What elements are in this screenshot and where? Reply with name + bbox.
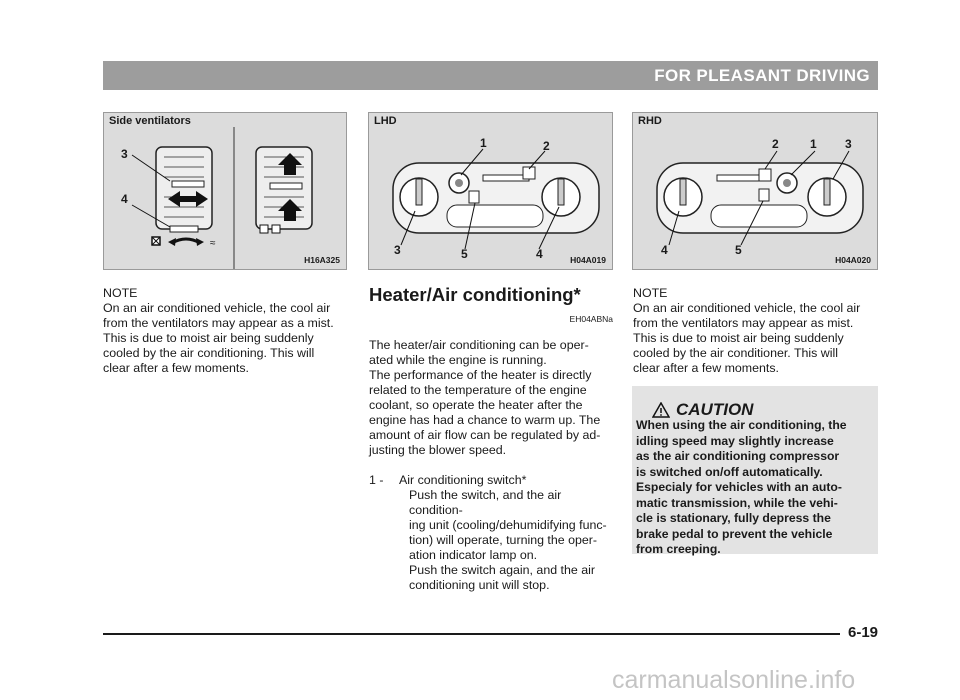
item-body <box>399 473 615 593</box>
note-line: cooled by the air conditioner. This will <box>633 346 839 360</box>
section-code: EH04ABNa <box>569 314 613 324</box>
list-item <box>369 473 615 593</box>
figure-code: H16A325 <box>304 255 340 265</box>
body-line: engine has had a chance to warm up. The <box>369 413 601 427</box>
note-line: clear after a few moments. <box>103 361 249 375</box>
figure-code: H04A020 <box>835 255 871 265</box>
callout-2: 2 <box>772 137 779 151</box>
caution-title: CAUTION <box>676 400 754 419</box>
callout-4: 4 <box>661 243 668 257</box>
note-line: from the ventilators may appear as a mist. <box>103 316 334 330</box>
middle-body <box>369 338 615 593</box>
caution-line: idling speed may slightly increase <box>636 433 834 448</box>
figure-code: H04A019 <box>570 255 606 265</box>
note-line: This is due to moist air being suddenly <box>633 331 844 345</box>
callout-3: 3 <box>121 147 128 161</box>
caution-box <box>632 386 878 554</box>
callout-5: 5 <box>461 247 468 261</box>
figure-rhd-panel <box>632 112 878 270</box>
body-line: The performance of the heater is directly <box>369 368 592 382</box>
footer-rule <box>103 633 840 635</box>
figure-label: LHD <box>374 115 397 127</box>
callout-4: 4 <box>121 192 128 206</box>
note-line: On an air conditioned vehicle, the cool air <box>103 301 331 315</box>
item-title: Air conditioning switch* <box>399 473 527 487</box>
spacer <box>369 458 615 473</box>
figure-label: RHD <box>638 115 662 127</box>
body-line: ated while the engine is running. <box>369 353 547 367</box>
side-ventilators-illustration <box>104 113 346 269</box>
caution-line: Especialy for vehicles with an auto- <box>636 480 842 494</box>
section-heading: Heater/Air conditioning* <box>369 284 581 305</box>
caution-line: is switched on/off automatically. <box>636 464 823 479</box>
body-line: The heater/air conditioning can be oper- <box>369 338 589 352</box>
body-line: amount of air flow can be regulated by ad- <box>369 428 601 442</box>
callout-3: 3 <box>394 243 401 257</box>
body-line: related to the temperature of the engine <box>369 383 587 397</box>
rhd-control-panel-illustration <box>633 113 877 269</box>
section-header-bar <box>103 61 878 90</box>
caution-header <box>652 400 753 420</box>
callout-2: 2 <box>543 139 550 153</box>
caution-line: from creeping. <box>636 542 721 556</box>
callout-5: 5 <box>735 243 742 257</box>
item-line: Push the switch, and the air condition- <box>409 488 562 517</box>
page-number: 6-19 <box>848 624 879 641</box>
body-line: justing the blower speed. <box>369 443 507 457</box>
callout-3: 3 <box>845 137 852 151</box>
note-line: from the ventilators may appear as mist. <box>633 316 854 330</box>
item-number: 1 - <box>369 473 384 487</box>
watermark[interactable]: carmanualsonline.info <box>612 666 856 694</box>
item-line: ation indicator lamp on. <box>409 548 538 562</box>
caution-line: cle is stationary, fully depress the <box>636 511 831 525</box>
lhd-control-panel-illustration <box>369 113 612 269</box>
note-title: NOTE <box>633 286 668 300</box>
caution-line: brake pedal to prevent the vehicle <box>636 526 833 541</box>
item-line: conditioning unit will stop. <box>409 578 550 592</box>
left-note <box>103 286 349 376</box>
item-line: Push the switch again, and the air <box>409 563 595 577</box>
svg-text:≈: ≈ <box>210 238 216 249</box>
callout-1: 1 <box>810 137 817 151</box>
callout-1: 1 <box>480 136 487 150</box>
body-line: coolant, so operate the heater after the <box>369 398 583 412</box>
caution-line: as the air conditioning compressor <box>636 449 840 463</box>
right-note <box>633 286 879 376</box>
caution-text <box>636 418 873 558</box>
figure-label: Side ventilators <box>109 115 191 127</box>
note-line: cooled by the air conditioning. This will <box>103 346 315 360</box>
section-title: FOR PLEASANT DRIVING <box>654 65 870 85</box>
note-line: This is due to moist air being suddenly <box>103 331 314 345</box>
note-line: On an air conditioned vehicle, the cool air <box>633 301 861 315</box>
item-line: ing unit (cooling/dehumidifying func- <box>409 518 607 532</box>
callout-4: 4 <box>536 247 543 261</box>
figure-side-ventilators <box>103 112 347 270</box>
caution-line: When using the air conditioning, the <box>636 418 847 432</box>
caution-line: matic transmission, while the vehi- <box>636 495 838 510</box>
note-title: NOTE <box>103 286 138 300</box>
figure-lhd-panel <box>368 112 613 270</box>
note-line: clear after a few moments. <box>633 361 779 375</box>
item-line: tion) will operate, turning the oper- <box>409 533 598 547</box>
warning-triangle-icon <box>652 402 670 418</box>
